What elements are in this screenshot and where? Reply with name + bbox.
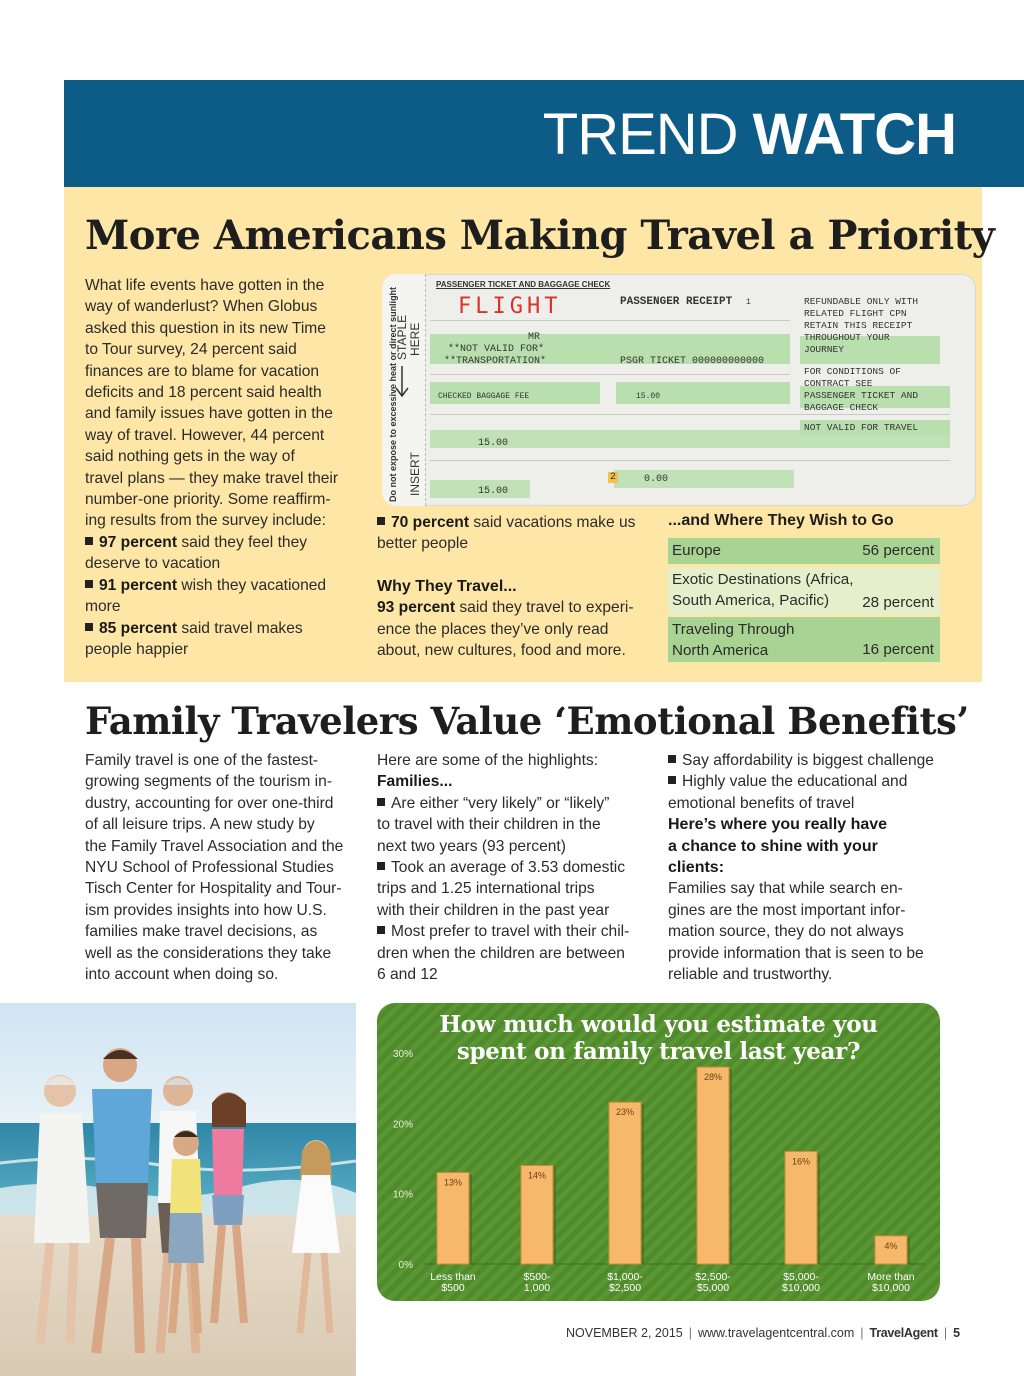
col1-line: ism provides insights into how U.S.	[85, 901, 327, 919]
bar-value-label: 13%	[443, 1177, 463, 1188]
bullet-text-cont: deserve to vacation	[85, 555, 221, 573]
ticket-rule	[430, 320, 790, 321]
wish-percent: 28 percent	[862, 594, 934, 611]
y-tick-label: 30%	[392, 1049, 413, 1060]
bullet-text-cont: better people	[377, 535, 469, 553]
x-category-label: $10,000	[872, 1282, 910, 1294]
footer-date: NOVEMBER 2, 2015	[566, 1326, 683, 1340]
x-category-label: $500-	[523, 1271, 551, 1283]
wish-destination-line: North America	[672, 642, 769, 659]
chart-title-line-1: How much would you estimate you	[439, 1011, 878, 1038]
bullet-square-icon	[668, 776, 676, 784]
page-number: 5	[953, 1326, 961, 1340]
bullet-square-icon	[85, 580, 93, 588]
x-category-label: Less than	[430, 1271, 476, 1283]
wish-heading: ...and Where They Wish to Go	[668, 512, 894, 529]
wish-destination-line: South America, Pacific)	[672, 592, 829, 609]
col3-bullet	[668, 771, 953, 792]
section2-headline: Family Travelers Value ‘Emotional Benefits’	[85, 699, 969, 743]
chart-title-line-2: spent on family travel last year?	[456, 1038, 861, 1065]
families-heading: Families...	[377, 773, 453, 791]
bullet-text-cont: more	[85, 598, 121, 616]
col2-intro: Here are some of the highlights:	[377, 752, 599, 769]
col2-text: Are either “very likely” or “likely”	[391, 794, 610, 812]
ticket-right-line: THROUGHOUT YOUR	[804, 332, 890, 343]
wish-row-north-america	[668, 617, 940, 662]
ticket-rule	[430, 374, 790, 375]
col2-bullet	[377, 793, 659, 814]
col2-text: next two years (93 percent)	[377, 837, 566, 855]
x-category-label: $5,000	[696, 1282, 730, 1294]
bullet-square-icon	[85, 537, 93, 545]
wish-row-europe	[668, 538, 940, 564]
family-travel-spend-chart	[377, 1003, 940, 1301]
x-category-label: $1,000-	[607, 1271, 643, 1283]
col2-text: with their children in the past year	[377, 901, 610, 919]
col1-line: Family travel is one of the fastest-	[85, 752, 319, 769]
banner-title	[542, 102, 956, 167]
ticket-checked-fee: CHECKED BAGGAGE FEE	[438, 392, 530, 401]
bullet-97	[85, 532, 367, 553]
ticket-flight-label: FLIGHT	[458, 294, 562, 319]
bar	[609, 1102, 641, 1264]
wish-row-exotic	[668, 567, 940, 615]
col2-text: to travel with their children in the	[377, 816, 601, 834]
col1-line: Tisch Center for Hospitality and Tour-	[85, 880, 342, 898]
bullet-square-icon	[377, 926, 385, 934]
ticket-right-line: JOURNEY	[804, 344, 844, 355]
col3-text: gines are the most important infor-	[668, 901, 906, 919]
ticket-stub	[382, 274, 426, 506]
x-category-label: $2,500-	[695, 1271, 731, 1283]
bullet-square-icon	[377, 798, 385, 806]
chart-plot	[377, 1003, 940, 1301]
banner-title-bold: WATCH	[752, 102, 956, 167]
intro-line: to Tour survey, 24 percent said	[85, 341, 297, 359]
bar-value-label: 28%	[703, 1072, 723, 1083]
stub-insert: INSERT	[408, 452, 422, 496]
banner-title-light: TREND	[542, 102, 738, 167]
wish-percent: 16 percent	[862, 641, 934, 658]
section2-column-1	[85, 750, 367, 985]
beach-family-photo	[0, 1003, 356, 1376]
bar-value-label: 4%	[884, 1240, 898, 1251]
col3-text: Highly value the educational and	[682, 773, 908, 791]
y-tick-label: 0%	[398, 1260, 413, 1271]
ticket-right-line: BAGGAGE CHECK	[804, 402, 879, 413]
ticket-rule	[430, 460, 950, 461]
ticket-header: PASSENGER TICKET AND BAGGAGE CHECK	[436, 280, 611, 289]
col2-bullet	[377, 921, 659, 942]
col3-text: emotional benefits of travel	[668, 794, 855, 812]
ticket-transportation: **TRANSPORTATION*	[444, 356, 547, 367]
intro-line: way of wanderlust? When Globus	[85, 298, 318, 316]
section2-column-3	[668, 750, 953, 985]
wish-destination-line: Traveling Through	[672, 621, 795, 638]
stub-warning: Do not expose to excessive heat or direct sunlight	[388, 286, 398, 502]
ticket-right-line: FOR CONDITIONS OF	[804, 366, 901, 377]
ticket-right-line: REFUNDABLE ONLY WITH	[804, 296, 919, 307]
bullet-square-icon	[85, 623, 93, 631]
y-tick-label: 10%	[392, 1189, 413, 1201]
col1-line: of all leisure trips. A new study by	[85, 816, 315, 834]
footer-brand: TravelAgent	[869, 1326, 938, 1340]
bar	[697, 1067, 729, 1264]
trend-watch-banner	[64, 80, 1024, 187]
col2-text: 6 and 12	[377, 966, 438, 984]
why-text: said they travel to experi-	[455, 599, 634, 617]
wish-destination	[672, 619, 794, 661]
ticket-right-line: NOT VALID FOR TRAVEL	[804, 422, 919, 433]
bullet-text: said they feel they	[177, 533, 308, 551]
col3-text: Families say that while search en-	[668, 880, 903, 898]
col2-text: dren when the children are between	[377, 944, 625, 962]
why-bold: 93 percent	[377, 599, 456, 617]
ticket-receipt-num: 1	[746, 298, 751, 307]
bullet-square-icon	[377, 862, 385, 870]
x-category-label: $5,000-	[783, 1271, 819, 1283]
ticket-psgr: PSGR TICKET 000000000000	[620, 356, 765, 367]
ticket-right-line: RETAIN THIS RECEIPT	[804, 320, 913, 331]
section1-headline: More Americans Making Travel a Priority	[85, 212, 995, 259]
page-footer: NOVEMBER 2, 2015 | www.travelagentcentral.com | TravelAgent | 5	[566, 1326, 961, 1340]
ticket-right-line: RELATED FLIGHT CPN	[804, 308, 907, 319]
stub-here: HERE	[408, 322, 422, 356]
col2-text: Took an average of 3.53 domestic	[391, 859, 626, 877]
section2-column-2	[377, 750, 659, 985]
intro-line: said nothing gets in the way of	[85, 448, 295, 466]
wish-percent: 56 percent	[862, 542, 934, 559]
ticket-nil-fare: 0.00	[644, 474, 669, 485]
col1-line: the Family Travel Association and the	[85, 837, 344, 855]
intro-line: asked this question in its new Time	[85, 319, 326, 337]
bar-value-label: 14%	[527, 1170, 547, 1181]
shine-heading: Here’s where you really have	[668, 816, 888, 834]
bullet-square-icon	[377, 517, 385, 525]
stub-staple: STAPLE	[395, 314, 409, 360]
intro-line: travel plans — they make travel their	[85, 469, 339, 487]
intro-line: deficits and 18 percent said health	[85, 384, 322, 402]
col1-line: NYU School of Professional Studies	[85, 859, 334, 877]
x-category-label: $2,500	[608, 1282, 642, 1294]
why-text-cont: ence the places they’ve only read	[377, 620, 609, 638]
intro-line: ing results from the survey include:	[85, 512, 326, 530]
ticket-fare-small: 15.00	[636, 392, 661, 401]
bullet-85	[85, 618, 367, 639]
ticket-receipt-label: PASSENGER RECEIPT	[620, 296, 733, 308]
col1-line: into account when doing so.	[85, 966, 279, 984]
intro-line: and family issues have gotten in the	[85, 405, 333, 423]
section1-middle-column	[377, 512, 657, 661]
ticket-mr: MR	[528, 332, 541, 343]
col1-line: growing segments of the tourism in-	[85, 773, 333, 791]
col3-bullet	[668, 750, 953, 771]
col2-text: trips and 1.25 international trips	[377, 880, 595, 898]
ticket-right-line: CONTRACT SEE	[804, 378, 873, 389]
bullet-bold: 85 percent	[99, 619, 178, 637]
wish-destination: Europe	[672, 542, 721, 559]
bullet-70	[377, 512, 657, 533]
ticket-fare: 15.00	[478, 486, 509, 497]
col1-line: well as the considerations they take	[85, 944, 332, 962]
intro-line: finances are to blame for vacation	[85, 362, 320, 380]
col3-text: reliable and trustworthy.	[668, 966, 833, 984]
ticket-right-text	[804, 296, 918, 434]
col3-text: Say affordability is biggest challenge	[682, 752, 934, 769]
footer-url[interactable]: www.travelagentcentral.com	[697, 1326, 855, 1340]
bar	[785, 1151, 817, 1264]
why-text-cont: about, new cultures, food and more.	[377, 642, 626, 660]
ticket-green-band	[614, 470, 794, 488]
shine-heading: a chance to shine with your	[668, 837, 878, 855]
x-category-label: More than	[867, 1271, 915, 1283]
x-category-label: 1,000	[523, 1282, 551, 1294]
bullet-text: wish they vacationed	[177, 576, 327, 594]
x-category-label: $500	[441, 1282, 465, 1294]
bullet-bold: 97 percent	[99, 533, 178, 551]
y-tick-label: 20%	[392, 1119, 413, 1131]
col2-text: Most prefer to travel with their chil-	[391, 923, 630, 941]
bullet-bold: 91 percent	[99, 576, 178, 594]
intro-line: way of travel. However, 44 percent	[85, 426, 325, 444]
bullet-91	[85, 575, 367, 596]
wish-destination-line: Exotic Destinations (Africa,	[672, 571, 854, 588]
flight-ticket-image	[382, 274, 976, 506]
bar-value-label: 23%	[615, 1107, 635, 1118]
ticket-fare: 15.00	[478, 438, 509, 449]
bullet-square-icon	[668, 755, 676, 763]
bullet-bold: 70 percent	[391, 514, 470, 531]
stub-arrow-icon	[382, 274, 426, 506]
beach-family-illustration	[0, 1003, 356, 1376]
col2-bullet	[377, 857, 659, 878]
why-they-travel-heading: Why They Travel...	[377, 577, 517, 595]
bar-value-label: 16%	[791, 1156, 811, 1167]
bullet-text: said travel makes	[177, 619, 303, 637]
col3-text: mation source, they do not always	[668, 923, 904, 941]
shine-heading: clients:	[668, 859, 725, 877]
x-category-label: $10,000	[782, 1282, 820, 1294]
section1-intro-column	[85, 275, 367, 660]
ticket-coupon-num: 2	[610, 472, 617, 483]
col3-text: provide information that is seen to be	[668, 944, 924, 962]
wish-destination	[672, 569, 853, 611]
intro-line: What life events have gotten in the	[85, 277, 325, 294]
intro-line: number-one priority. Some reaffirm-	[85, 491, 331, 509]
col1-line: families make travel decisions, as	[85, 923, 318, 941]
col1-line: dustry, accounting for over one-third	[85, 794, 334, 812]
bullet-text: said vacations make us	[469, 514, 636, 531]
ticket-right-line: PASSENGER TICKET AND	[804, 390, 919, 401]
ticket-not-valid: **NOT VALID FOR*	[448, 344, 545, 355]
bullet-text-cont: people happier	[85, 640, 189, 658]
